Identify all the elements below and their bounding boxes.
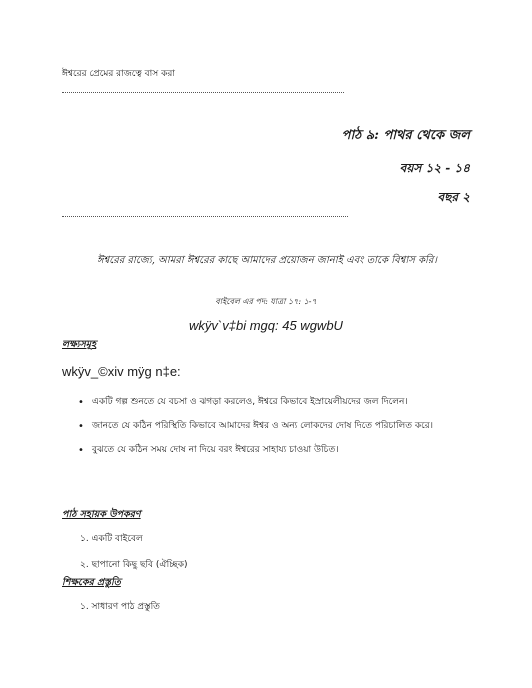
scripture-reference: বাইবেল এর পদ: যাত্রা ১৭: ১-৭ xyxy=(215,297,317,306)
goals-subheading: wkÿv_©xiv mÿg n‡e: xyxy=(62,364,181,379)
year-label: বছর ২ xyxy=(437,190,470,204)
list-item: ১. একটি বাইবেল xyxy=(80,534,143,544)
goal-text: একটি গল্প শুনতে যে বচসা ও ঝগড়া করলেও, ঈশ্বরে কিভাবে ইস্রায়েলীয়দের জল দিলেন। xyxy=(92,397,408,407)
intro-statement: ঈশ্বরের রাজ্যে, আমরা ঈশ্বরের কাছে আমাদের প্রয়োজন জানাই এবং তাকে বিশ্বাস করি। xyxy=(97,255,437,266)
goal-text: বুঝতে যে কঠিন সময় দোষ না দিয়ে বরং ঈশ্বরের সাহায্য চাওয়া উচিত। xyxy=(92,445,339,455)
bullet-icon: • xyxy=(78,445,84,456)
lesson-title: পাঠ ৯: পাথর থেকে জল xyxy=(341,128,470,143)
title-divider xyxy=(62,216,348,217)
goals-list xyxy=(76,395,476,467)
goals-heading: লক্ষ্যসমূহ xyxy=(62,339,97,350)
list-item xyxy=(76,443,476,457)
running-header: ঈশ্বরের প্রেমের রাজত্বে বাস করা xyxy=(62,69,175,79)
preparation-list xyxy=(80,599,160,625)
list-item xyxy=(76,395,476,409)
list-item: ১. সাধারণ পাঠ প্রস্তুতি xyxy=(80,602,160,612)
lesson-duration: wkÿv`v‡bi mgq: 45 wgwbU xyxy=(189,318,343,333)
header-divider xyxy=(62,92,344,93)
bullet-icon: • xyxy=(78,397,84,408)
materials-heading: পাঠ সহায়ক উপকরণ xyxy=(62,509,141,520)
age-range: বয়স ১২ - ১৪ xyxy=(399,161,470,175)
list-item xyxy=(76,419,476,433)
list-item: ২. ছাপানো কিছু ছবি (ঐচ্ছিক) xyxy=(80,560,188,570)
bullet-icon: • xyxy=(78,421,84,432)
preparation-heading: শিক্ষকের প্রস্তুতি xyxy=(62,577,121,588)
goal-text: জানতে যে কঠিন পরিস্থিতি কিভাবে আমাদের ঈশ্বর ও অন্য লোকদের দোষ দিতে পরিচালিত করে। xyxy=(92,421,433,431)
